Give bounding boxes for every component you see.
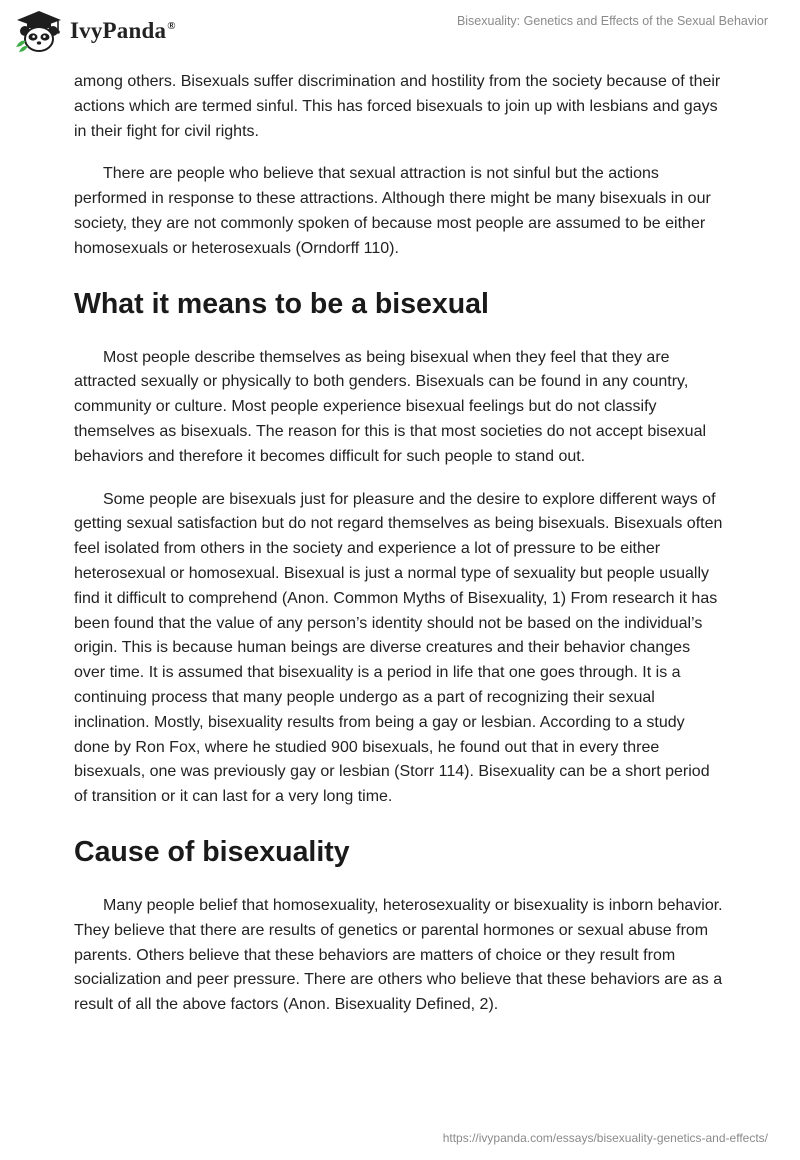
paragraph: Many people belief that homosexuality, heterosexuality or bisexuality is inborn behavior. They believe that there are results of genetics or parental hormones or sexual abuse from parents. Others believe that these behaviors are matters of choice or they result from socialization and peer pressure. There are others who believe that these behaviors are as a result of all the above factors (Anon. Bisexuality Defined, 2). [74,896,723,1014]
brand-name [70,18,176,44]
section-heading: Cause of bisexuality [74,835,350,868]
trademark-mark: ® [167,20,176,33]
article-body [74,70,724,1018]
brand-logo[interactable] [14,9,176,53]
paragraph: Most people describe themselves as being bisexual when they feel that they are attracted sexually or physically to both genders. Bisexuals can be found in any country, community or culture. Most people experience bisexual feelings but do not classify themselves as bisexuals. The reason for this is that most societies do not accept bisexual behaviors and therefore it becomes difficult for such people to stand out. [74,348,707,465]
source-url[interactable]: https://ivypanda.com/essays/bisexuality-genetics-and-effects/ [442,1131,768,1145]
page-header [0,0,800,70]
brand-text: IvyPanda [70,18,167,43]
paragraph: Some people are bisexuals just for pleasure and the desire to explore different ways of getting sexual satisfaction but do not regard themselves as being bisexuals. Bisexuals often feel isolated from others in the society and experience a lot of pressure to be either heterosexual or homosexual. Bisexual is just a normal type of sexuality but people usually find it difficult to comprehend (Anon. Common Myths of Bisexuality, 1) From research it has been found that the value of any person’s identity should not be based on the individual’s origin. This is because human beings are diverse creatures and their behavior changes over time. It is assumed that bisexuality is a period in life that one goes through. It is a continuing process that many people undergo as a part of recognizing their sexual inclination. Mostly, bisexuality results from being a gay or lesbian. According to a study done by Ron Fox, where he studied 900 bisexuals, he found out that in every three bisexuals, one was previously gay or lesbian (Storr 114). Bisexuality can be a short period of transition or it can last for a very long time. [74,490,723,806]
paragraph-continued: among others. Bisexuals suffer discrimination and hostility from the society because of their actions which are termed sinful. This has forced bisexuals to join up with lesbians and gays in their fight for civil rights. [74,73,721,140]
panda-graduate-icon [14,9,64,53]
running-title: Bisexuality: Genetics and Effects of the Sexual Behavior [456,14,768,28]
paragraph: There are people who believe that sexual attraction is not sinful but the actions performed in response to these attractions. Although there might be many bisexuals in our society, they are not commonly spoken of because most people are assumed to be either homosexuals or heterosexuals (Orndorff 110). [74,165,711,257]
section-heading: What it means to be a bisexual [74,287,489,320]
